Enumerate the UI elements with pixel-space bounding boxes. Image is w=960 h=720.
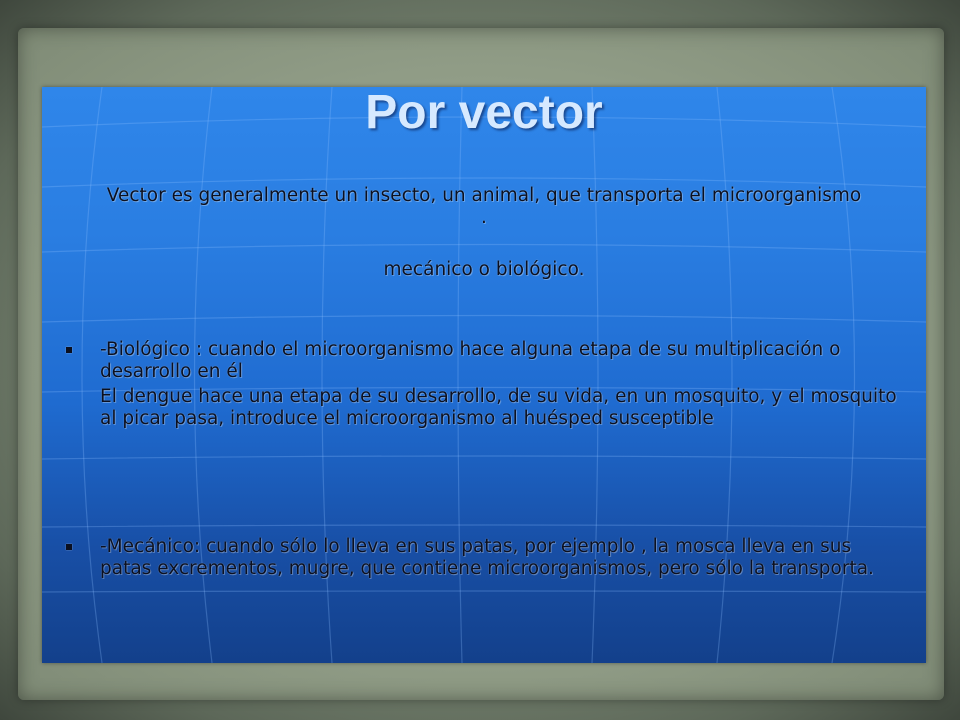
bullet-marker (66, 347, 72, 353)
bullet-biological-text: -Biológico : cuando el microorganismo hace alguna etapa de su multiplicación o desarrollo en él (100, 339, 841, 382)
bullet-mechanical-text: -Mecánico: cuando sólo lo lleva en sus patas, por ejemplo , la mosca lleva en sus patas excrementos, mugre, que contiene microorganismos, pero sólo la transporta. (100, 536, 874, 579)
slide-title: Por vector (365, 87, 603, 139)
vector-definition: Vector es generalmente un insecto, un animal, que transporta el microorganismo . (106, 185, 862, 228)
slide (42, 87, 926, 663)
dengue-example: El dengue hace una etapa de su desarrollo, de su vida, en un mosquito, y el mosquito al picar pasa, introduce el microorganismo al huésped susceptible (100, 386, 897, 429)
vector-types: mecánico o biológico. (383, 259, 585, 280)
bullet-marker (66, 544, 72, 550)
